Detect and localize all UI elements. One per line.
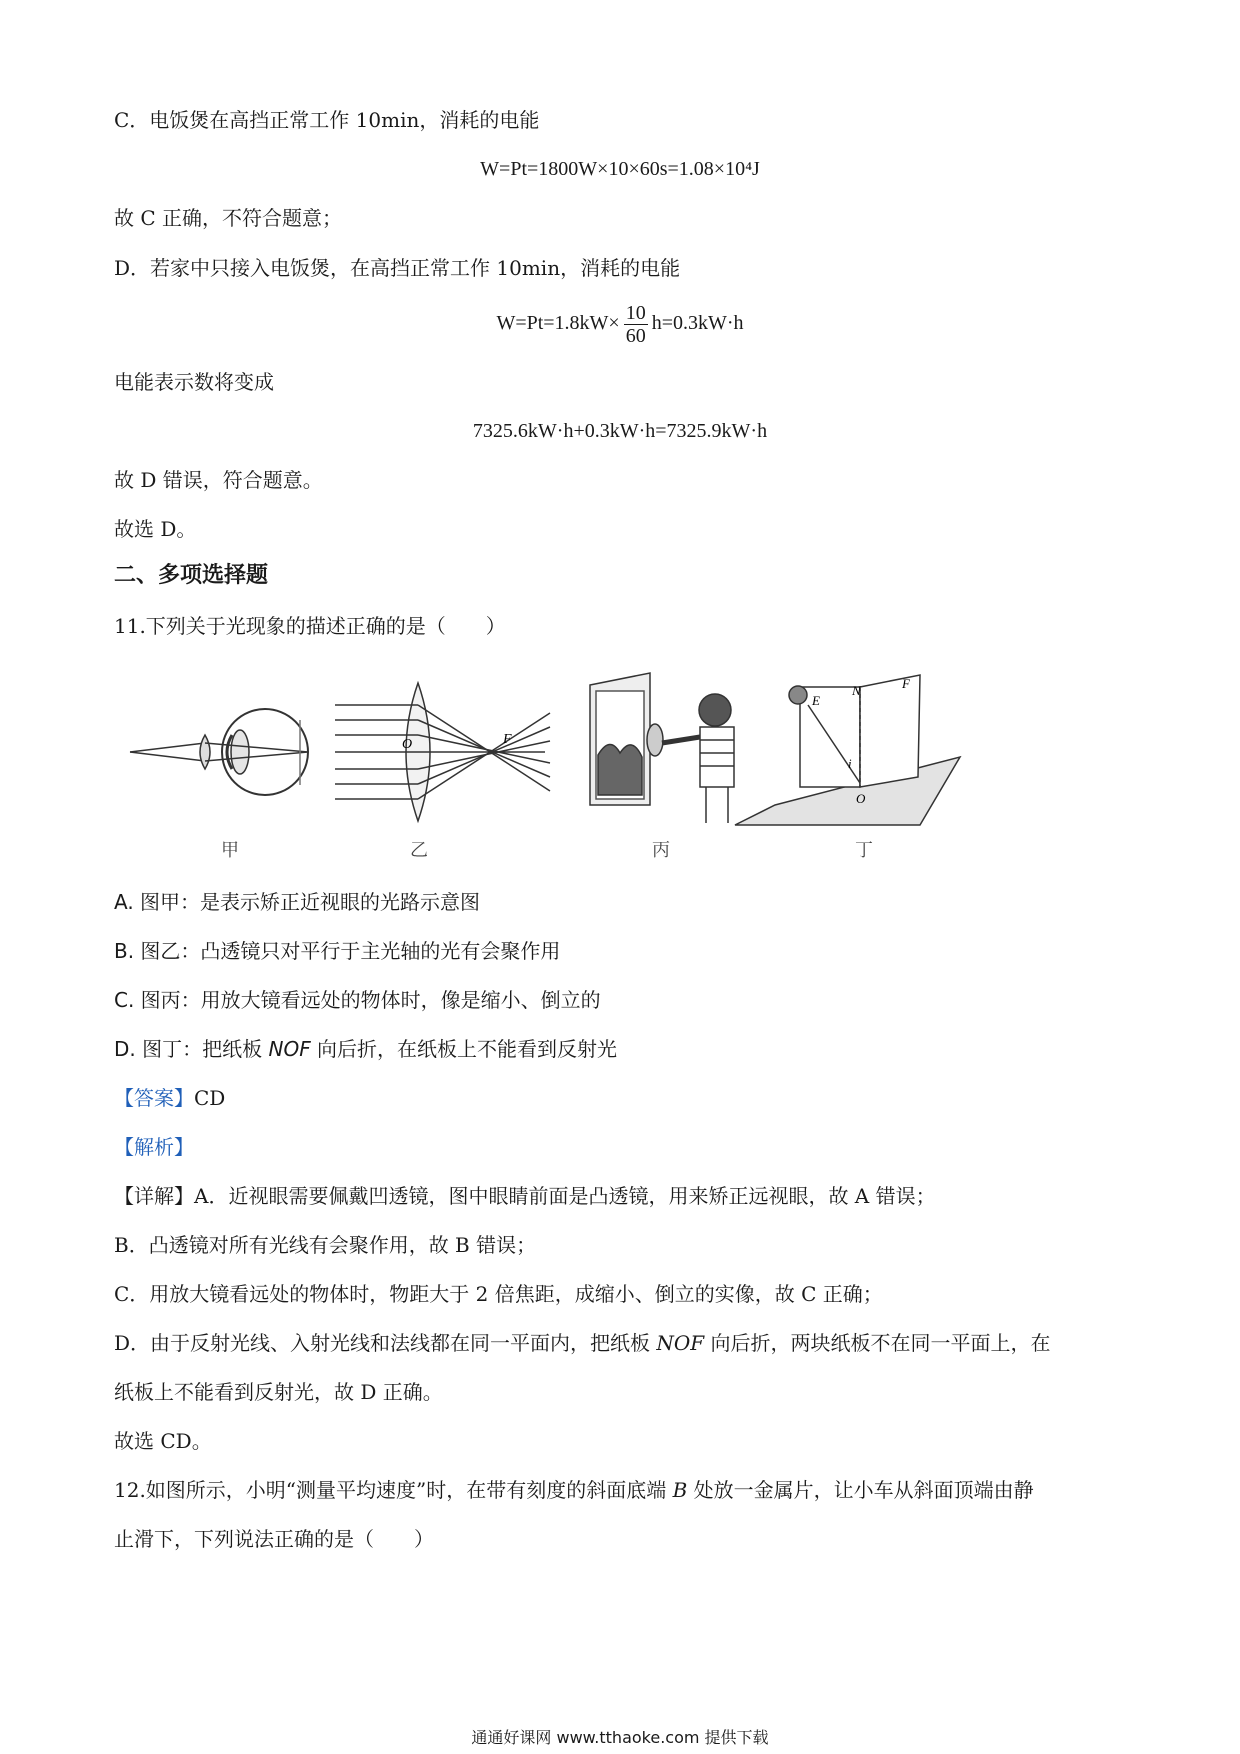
answer-line <box>114 1085 225 1111</box>
option-c-text: C．电饭煲在高挡正常工作 10min，消耗的电能 <box>114 108 540 132</box>
option-d-post: 向后折，在纸板上不能看到反射光 <box>310 1037 618 1061</box>
equation-1 <box>0 156 1240 182</box>
option-d-text: D．若家中只接入电饭煲，在高挡正常工作 10min，消耗的电能 <box>114 256 681 280</box>
equation-2-left: W=Pt=1.8kW× <box>496 312 620 334</box>
equation-1-text: W=Pt=1800W×10×60s=1.08×10⁴J <box>480 158 760 180</box>
detail-explanation: 【详解】A．近视眼需要佩戴凹透镜，图中眼睛前面是凸透镜，用来矫正远视眼，故 A 错误； <box>114 1184 936 1208</box>
option-d <box>114 1036 617 1062</box>
explanation-c: C．用放大镜看远处的物体时，物距大于 2 倍焦距，成缩小、倒立的实像，故 C 正确； <box>114 1282 883 1306</box>
fraction <box>624 302 648 347</box>
fraction-denominator: 60 <box>625 324 646 347</box>
angle-i-label: i <box>848 756 852 771</box>
board-f-label: F <box>902 676 910 691</box>
figure-label-yi: 乙 <box>410 840 428 861</box>
figure-convex-lens <box>335 683 550 821</box>
meter-reading-text: 电能表示数将变成 <box>114 370 274 394</box>
q12-pre: 12.如图所示，小明“测量平均速度”时，在带有刻度的斜面底端 <box>114 1478 673 1502</box>
analysis-tag: 【解析】 <box>114 1135 194 1159</box>
question-12-line2: 止滑下，下列说法正确的是（ ） <box>114 1527 434 1551</box>
focal-point-label: F <box>503 732 512 747</box>
explanation-d-nof: NOF <box>656 1331 705 1355</box>
line-select-d: 故选 D。 <box>114 517 197 541</box>
equation-3 <box>0 418 1240 444</box>
figure-label-ding: 丁 <box>855 840 873 861</box>
figure-label-bing: 丙 <box>652 840 670 861</box>
question-12-line1 <box>114 1477 1034 1503</box>
figure-eye <box>130 709 308 795</box>
figure-label-jia: 甲 <box>221 840 239 861</box>
fraction-numerator: 10 <box>625 301 646 324</box>
figure-magnifier <box>590 673 734 823</box>
explanation-d <box>114 1330 1051 1356</box>
explanation-b: B．凸透镜对所有光线有会聚作用，故 B 错误； <box>114 1233 537 1257</box>
point-o-label: O <box>856 791 866 806</box>
point-e-label: E <box>812 693 820 708</box>
option-d-nof: NOF <box>268 1037 311 1061</box>
equation-3-text: 7325.6kW·h+0.3kW·h=7325.9kW·h <box>472 420 768 442</box>
option-b: B. 图乙：凸透镜只对平行于主光轴的光有会聚作用 <box>114 939 561 963</box>
equation-2 <box>0 293 1240 353</box>
lens-center-label: O <box>402 737 413 752</box>
line-d-wrong: 故 D 错误，符合题意。 <box>114 468 323 492</box>
explanation-d-cont: 纸板上不能看到反射光，故 D 正确。 <box>114 1380 443 1404</box>
option-a: A. 图甲：是表示矫正近视眼的光路示意图 <box>114 890 481 914</box>
select-cd: 故选 CD。 <box>114 1429 212 1453</box>
equation-2-right: h=0.3kW·h <box>651 312 744 334</box>
option-d-pre: D. 图丁：把纸板 <box>114 1037 269 1061</box>
figure-row <box>0 665 1240 845</box>
answer-tag: 【答案】 <box>114 1086 194 1110</box>
option-c: C. 图丙：用放大镜看远处的物体时，像是缩小、倒立的 <box>114 988 601 1012</box>
figure-reflection-board <box>735 675 960 825</box>
normal-n-label: N <box>852 683 861 698</box>
answer-value: CD <box>194 1086 226 1110</box>
explanation-d-pre: D．由于反射光线、入射光线和法线都在同一平面内，把纸板 <box>114 1331 657 1355</box>
section-heading: 二、多项选择题 <box>114 563 269 588</box>
footer-watermark: 通通好课网 www.tthaoke.com 提供下载 <box>471 1728 769 1747</box>
line-c-correct: 故 C 正确，不符合题意； <box>114 206 343 230</box>
q12-point-b: B <box>672 1478 688 1502</box>
q12-post: 处放一金属片，让小车从斜面顶端由静 <box>687 1478 1034 1502</box>
explanation-d-post: 向后折，两块纸板不在同一平面上，在 <box>704 1331 1051 1355</box>
question-11: 11.下列关于光现象的描述正确的是（ ） <box>114 614 506 638</box>
